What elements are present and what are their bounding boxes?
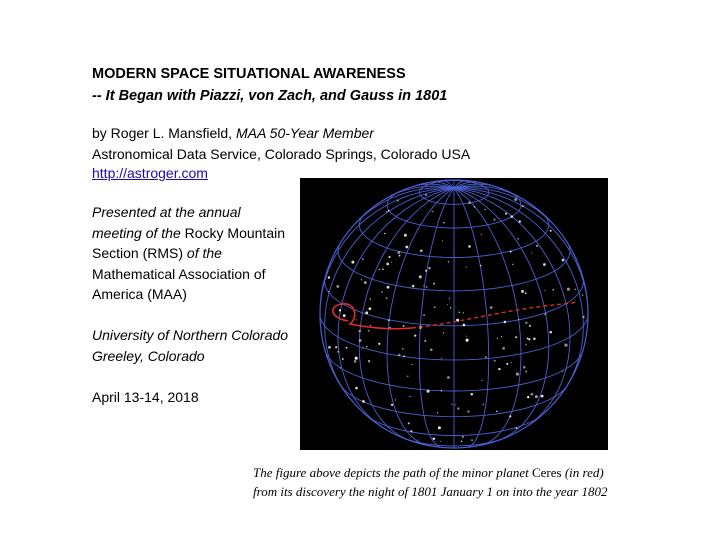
star xyxy=(411,364,413,366)
star xyxy=(522,205,524,207)
star xyxy=(404,234,407,237)
star xyxy=(410,430,412,432)
star xyxy=(529,325,531,327)
star xyxy=(440,390,442,392)
latitude-line xyxy=(454,192,521,228)
star xyxy=(517,238,519,240)
star xyxy=(515,336,517,338)
star xyxy=(518,319,519,320)
star xyxy=(424,340,426,342)
star xyxy=(468,201,471,204)
latitude-line xyxy=(403,438,454,446)
star xyxy=(471,393,474,396)
star xyxy=(354,360,357,363)
star xyxy=(351,261,354,264)
star xyxy=(381,291,382,292)
figure-caption xyxy=(253,463,607,501)
star xyxy=(497,338,498,339)
star xyxy=(427,390,430,393)
star xyxy=(441,358,442,359)
star xyxy=(527,338,529,340)
star xyxy=(365,311,368,314)
meridian-line xyxy=(325,188,454,396)
star xyxy=(494,360,496,362)
star xyxy=(426,286,428,288)
star xyxy=(412,285,415,288)
star xyxy=(575,289,577,291)
star xyxy=(430,349,433,352)
meridian-line xyxy=(419,188,454,447)
star xyxy=(368,330,370,332)
star xyxy=(504,321,507,324)
star xyxy=(388,210,390,212)
star xyxy=(484,209,485,210)
star xyxy=(403,325,405,327)
author-name: by Roger L. Mansfield, xyxy=(92,125,236,141)
star xyxy=(457,407,459,409)
star xyxy=(440,441,441,442)
star xyxy=(387,286,390,289)
star xyxy=(388,256,390,258)
star xyxy=(567,288,570,291)
star xyxy=(485,356,487,358)
star xyxy=(398,354,400,356)
star xyxy=(510,251,512,253)
star xyxy=(501,336,502,337)
star xyxy=(509,415,511,417)
star xyxy=(463,312,464,313)
page-subtitle: -- It Began with Piazzi, von Zach, and Gauss in 1801 xyxy=(92,88,448,104)
star xyxy=(550,230,552,232)
star xyxy=(428,267,430,269)
star xyxy=(382,268,384,270)
organization-line: Astronomical Data Service, Colorado Springs, Colorado USA xyxy=(92,146,471,162)
star xyxy=(482,404,484,406)
author-line xyxy=(92,125,374,141)
star xyxy=(523,366,526,369)
star xyxy=(402,348,404,350)
star xyxy=(361,279,362,280)
city-name: Greeley, Colorado xyxy=(92,347,205,364)
star xyxy=(434,306,436,308)
star xyxy=(438,426,441,429)
star xyxy=(391,262,392,263)
star xyxy=(336,285,339,288)
star xyxy=(328,291,329,292)
star xyxy=(419,275,422,278)
star xyxy=(414,334,416,336)
star xyxy=(335,346,337,348)
star xyxy=(528,338,530,340)
star xyxy=(527,396,529,398)
star xyxy=(443,222,445,224)
star xyxy=(447,376,450,379)
star xyxy=(370,298,371,299)
star xyxy=(364,281,367,284)
star xyxy=(525,292,527,294)
star xyxy=(386,297,388,299)
star xyxy=(417,439,418,440)
star xyxy=(437,412,438,413)
star xyxy=(340,367,341,368)
star xyxy=(362,258,364,260)
star xyxy=(530,393,533,396)
star xyxy=(425,194,427,196)
star xyxy=(544,313,546,315)
meridian-line xyxy=(454,188,549,439)
star xyxy=(450,307,451,308)
star xyxy=(519,220,521,222)
star xyxy=(342,358,344,360)
star xyxy=(506,363,508,365)
star xyxy=(544,290,545,291)
star xyxy=(409,396,410,397)
star xyxy=(543,263,546,266)
star xyxy=(432,211,434,213)
star xyxy=(564,344,567,347)
star xyxy=(397,200,398,201)
star xyxy=(582,295,584,297)
celestial-sphere-image xyxy=(300,178,608,450)
caption-line-2: from its discovery the night of 1801 January 1 on into the year 1802 xyxy=(253,484,608,499)
latitude-line xyxy=(454,214,549,258)
presentation-info xyxy=(92,202,292,407)
star xyxy=(562,259,565,262)
meridian-line xyxy=(359,188,454,439)
star xyxy=(366,346,367,347)
star xyxy=(525,371,527,373)
star xyxy=(536,245,538,247)
star xyxy=(407,376,408,377)
star xyxy=(405,246,408,249)
star xyxy=(328,276,330,278)
star xyxy=(443,332,444,333)
star xyxy=(355,319,356,320)
star xyxy=(510,362,511,363)
star xyxy=(425,270,427,272)
star xyxy=(442,240,443,241)
star xyxy=(468,245,470,247)
star xyxy=(388,319,390,321)
star xyxy=(582,316,584,318)
star xyxy=(490,306,493,309)
star xyxy=(505,213,507,215)
star xyxy=(346,347,348,349)
star xyxy=(467,410,469,412)
star xyxy=(362,400,365,403)
star xyxy=(482,380,483,381)
star xyxy=(496,410,498,412)
star xyxy=(339,309,341,311)
meridian-line xyxy=(454,188,521,445)
presentation-date: April 13-14, 2018 xyxy=(92,388,199,405)
university-name: University of Northern Colorado xyxy=(92,327,289,343)
star xyxy=(474,206,475,207)
star xyxy=(397,251,400,254)
meridian-line xyxy=(387,188,454,445)
star xyxy=(423,285,424,286)
author-affiliation: MAA 50-Year Member xyxy=(235,125,374,141)
star xyxy=(466,336,467,337)
star xyxy=(395,399,396,400)
star xyxy=(541,395,544,398)
star xyxy=(549,331,552,334)
star xyxy=(552,289,554,291)
star xyxy=(451,404,452,405)
star xyxy=(355,387,358,390)
star xyxy=(343,314,346,317)
star xyxy=(493,219,495,221)
celestial-sphere-figure xyxy=(300,178,608,450)
star xyxy=(359,339,362,342)
star xyxy=(433,283,435,285)
star xyxy=(423,314,425,316)
latitude-line xyxy=(454,387,566,417)
star xyxy=(378,343,380,345)
star xyxy=(512,264,514,266)
star xyxy=(355,357,358,360)
star xyxy=(481,234,482,235)
star xyxy=(449,298,450,299)
star xyxy=(448,261,449,262)
star xyxy=(515,427,517,429)
star xyxy=(370,325,371,326)
star xyxy=(463,324,466,327)
caption-line-1: The figure above depicts the path of the minor planet Ceres (in red) xyxy=(253,465,604,480)
presentation-venue: Presented at the annual meeting of the Rocky Mountain Section (RMS) of the Mathematical Association of America (MAA) xyxy=(92,204,286,302)
page-title: MODERN SPACE SITUATIONAL AWARENESS xyxy=(92,66,406,82)
star xyxy=(391,404,393,406)
star xyxy=(379,269,380,270)
star xyxy=(525,322,527,324)
star xyxy=(462,436,464,438)
star xyxy=(525,344,527,346)
ceres-track xyxy=(412,302,578,328)
star xyxy=(458,311,460,313)
star xyxy=(498,368,500,370)
star xyxy=(384,233,385,234)
star xyxy=(466,339,469,342)
star xyxy=(535,395,538,398)
star xyxy=(369,307,372,310)
website-link[interactable]: http://astroger.com xyxy=(92,165,208,181)
star xyxy=(420,249,423,252)
star xyxy=(455,404,456,405)
star xyxy=(562,371,563,372)
star xyxy=(514,198,517,201)
star xyxy=(399,255,401,257)
star xyxy=(337,351,339,353)
star xyxy=(461,441,463,443)
star xyxy=(511,215,514,218)
star xyxy=(466,266,467,267)
star xyxy=(386,211,387,212)
star xyxy=(403,355,405,357)
star xyxy=(328,346,331,349)
star xyxy=(533,338,536,341)
star xyxy=(433,438,435,440)
latitude-line xyxy=(342,387,454,417)
star xyxy=(386,263,389,266)
star xyxy=(358,330,360,332)
star xyxy=(408,422,410,424)
star xyxy=(368,360,370,362)
star xyxy=(521,290,524,293)
star xyxy=(516,373,519,376)
meridian-line xyxy=(454,188,583,396)
star xyxy=(471,439,473,441)
star xyxy=(480,265,482,267)
star xyxy=(362,347,363,348)
star xyxy=(447,304,448,305)
star xyxy=(502,347,505,350)
star xyxy=(531,252,532,253)
